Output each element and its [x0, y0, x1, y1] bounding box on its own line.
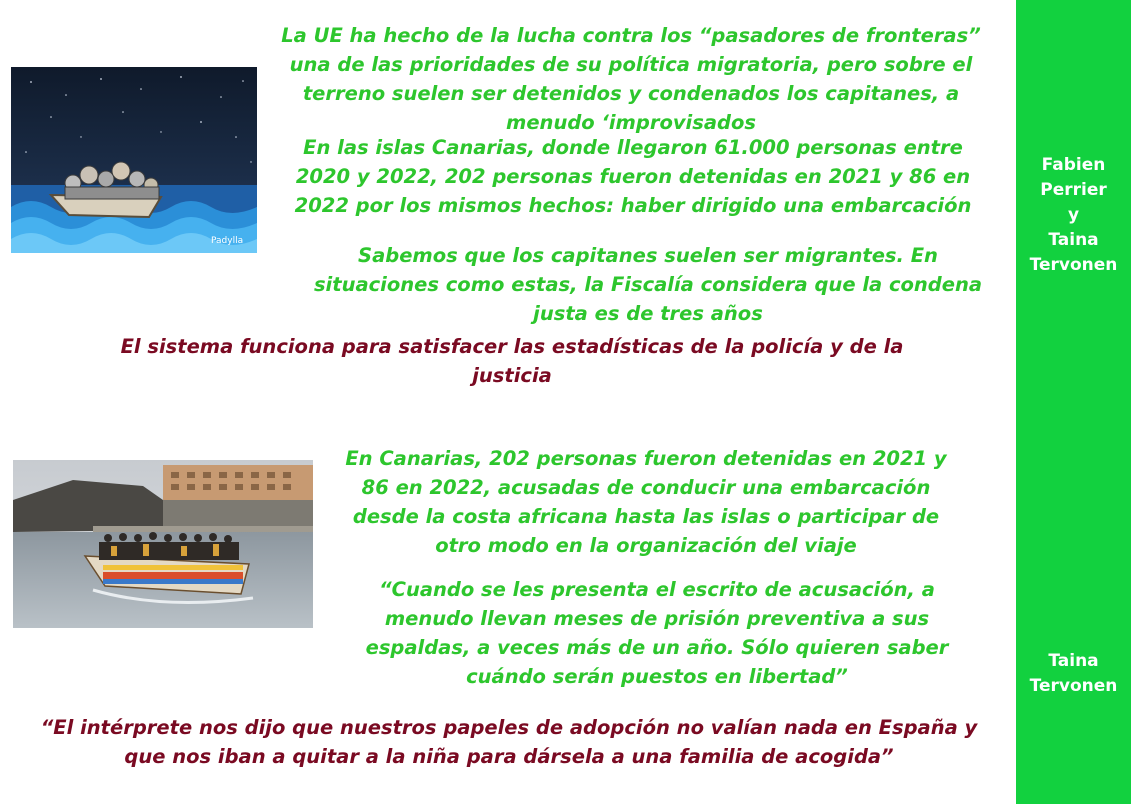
cartoon-boat-illustration: [11, 67, 257, 253]
author-sidebar: [1016, 0, 1131, 804]
paragraph-ue-border-smugglers: La UE ha hecho de la lucha contra los “pasadores de fronteras” una de las prioridades de su política migratoria, pero sobre el terreno suelen ser detenidos y condenados los capitanes, a menudo ‘improvisados: [281, 24, 981, 134]
paragraph-canarias-accused: En Canarias, 202 personas fueron detenidas en 2021 y 86 en 2022, acusadas de conducir una embarcación desde la costa africana hasta las islas o participar de otro modo en la organización del viaje: [345, 447, 947, 557]
author-name-line: Taina: [1048, 230, 1099, 250]
author-name-line: Taina: [1048, 651, 1099, 671]
author-name-line: y: [1067, 205, 1080, 225]
author-name-line: Perrier: [1040, 180, 1107, 200]
boat-photo-image: [13, 460, 313, 628]
authors-top: [1016, 153, 1131, 278]
cartoon-signature: Padylla: [211, 236, 244, 246]
authors-bottom: [1016, 649, 1131, 699]
author-name-line: Tervonen: [1029, 676, 1118, 696]
quote-interpreter-adoption: “El intérprete nos dijo que nuestros papeles de adopción no valían nada en España y que nos iban a quitar a la niña para dársela a una familia de acogida”: [40, 716, 978, 768]
paragraph-canary-islands-detentions: En las islas Canarias, donde llegaron 61.000 personas entre 2020 y 2022, 202 personas fueron detenidas en 2021 y 86 en 2022 por los mismos hechos: haber dirigido una embarcación: [294, 136, 972, 217]
paragraph-captains-migrants: Sabemos que los capitanes suelen ser migrantes. En situaciones como estas, la Fiscalía considera que la condena justa es de tres años: [313, 244, 983, 325]
cartoon-boat-image: [11, 67, 257, 253]
quote-preventive-prison: “Cuando se les presenta el escrito de acusación, a menudo llevan meses de prisión preventiva a sus espaldas, a veces más de un año. Sólo quieren saber cuándo serán puestos en libertad”: [365, 578, 949, 688]
quote-system-statistics: El sistema funciona para satisfacer las estadísticas de la policía y de la justicia: [120, 335, 904, 387]
boat-photo-illustration: [13, 460, 313, 628]
author-name-line: Tervonen: [1029, 255, 1118, 275]
author-name-line: Fabien: [1041, 155, 1106, 175]
